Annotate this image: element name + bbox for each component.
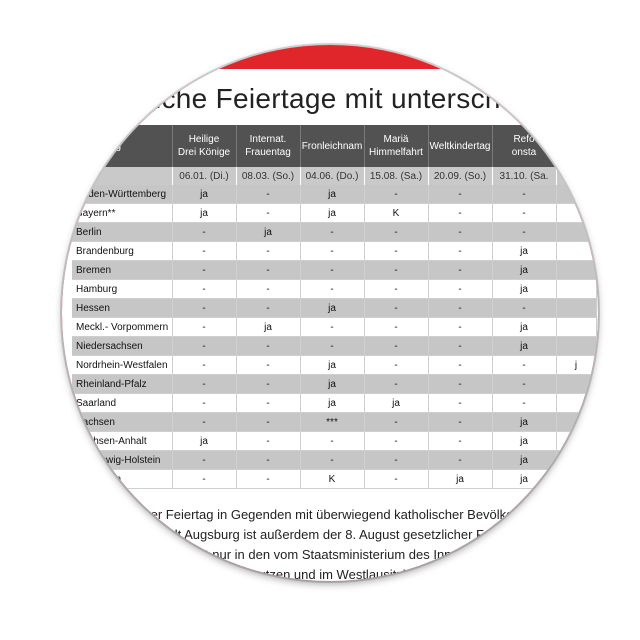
red-header-band (62, 45, 598, 69)
holiday-cell: - (364, 337, 428, 356)
column-header-state: d/Feiertag (72, 125, 172, 167)
holiday-cell: - (428, 223, 492, 242)
footnote: leichnam ist nur in den vom Staatsministerium des Inneren durch (140, 547, 514, 562)
holiday-cell: - (236, 261, 300, 280)
holiday-cell: - (236, 432, 300, 451)
holiday-cell (556, 223, 596, 242)
column-date: 06.01. (Di.) (172, 167, 236, 185)
holiday-cell: - (236, 337, 300, 356)
column-header-holiday: Refo onsta (492, 125, 556, 167)
column-header-holiday: Mariä Himmelfahrt (364, 125, 428, 167)
magnifier-lens (62, 45, 598, 581)
holiday-cell: ja (172, 185, 236, 204)
holiday-cell: - (300, 318, 364, 337)
table-row (72, 204, 596, 223)
state-name: Sachsen (72, 413, 172, 432)
holiday-cell: - (492, 185, 556, 204)
page-title: esetzliche Feiertage mit unterschiedl (80, 83, 546, 114)
holiday-cell: - (300, 451, 364, 470)
holiday-cell: ja (492, 242, 556, 261)
holiday-cell: ja (300, 394, 364, 413)
holiday-cell: - (428, 413, 492, 432)
holiday-cell: - (364, 280, 428, 299)
holiday-cell (556, 299, 596, 318)
holiday-cell: - (236, 185, 300, 204)
holiday-cell: - (172, 299, 236, 318)
column-date: 04.06. (Do.) (300, 167, 364, 185)
holiday-cell: - (428, 394, 492, 413)
footnote: In der Stadt Augsburg ist außerdem der 8. August gesetzlicher Feiertag (Fri (114, 527, 547, 542)
holiday-cell: - (172, 223, 236, 242)
holiday-cell: - (428, 185, 492, 204)
state-name: Thüringen (72, 470, 172, 489)
holiday-cell: - (172, 318, 236, 337)
holiday-cell: - (172, 242, 236, 261)
holiday-cell (556, 413, 596, 432)
holiday-cell: ja (428, 470, 492, 489)
holiday-cell: ja (300, 356, 364, 375)
document-page (62, 45, 598, 581)
holiday-cell: - (428, 356, 492, 375)
holiday-cell: - (172, 451, 236, 470)
holiday-cell: ja (492, 280, 556, 299)
holiday-cell: - (492, 375, 556, 394)
holiday-cell: - (172, 356, 236, 375)
state-name: Sachsen-Anhalt (72, 432, 172, 451)
holiday-cell (556, 432, 596, 451)
holiday-cell: ja (172, 204, 236, 223)
holiday-cell: - (300, 223, 364, 242)
holiday-cell (556, 451, 596, 470)
holiday-cell: - (492, 204, 556, 223)
holiday-cell (556, 261, 596, 280)
state-name: Meckl.- Vorpommern (72, 318, 172, 337)
holiday-cell: ja (492, 451, 556, 470)
state-name: Brandenburg (72, 242, 172, 261)
column-header-holiday (556, 125, 596, 167)
column-header-holiday: Internat. Frauentag (236, 125, 300, 167)
holiday-cell: - (300, 242, 364, 261)
holiday-cell: - (364, 413, 428, 432)
holiday-cell: - (364, 261, 428, 280)
holiday-cell: - (428, 242, 492, 261)
holiday-cell: - (364, 375, 428, 394)
holiday-cell: ja (492, 413, 556, 432)
holiday-cell: - (236, 470, 300, 489)
holiday-cell: - (364, 223, 428, 242)
table-row (72, 242, 596, 261)
state-name: Berlin (72, 223, 172, 242)
holiday-cell: ja (364, 394, 428, 413)
holiday-cell: - (428, 337, 492, 356)
holiday-cell: - (364, 432, 428, 451)
state-name: Niedersachsen (72, 337, 172, 356)
holiday-cell: - (236, 413, 300, 432)
holiday-cell: - (236, 242, 300, 261)
holiday-cell (556, 204, 596, 223)
holiday-cell (556, 242, 596, 261)
holiday-cell: - (428, 299, 492, 318)
holiday-cell: - (428, 261, 492, 280)
column-header-holiday: Heilige Drei Könige (172, 125, 236, 167)
holiday-cell: ja (492, 261, 556, 280)
table-row (72, 318, 596, 337)
holiday-cell: - (492, 394, 556, 413)
table-row (72, 280, 596, 299)
holiday-cell (556, 337, 596, 356)
footnote: - Gesetzlicher Feiertag in Gegenden mit überwiegend katholischer Bevölkerung (82, 507, 540, 522)
holiday-cell: - (172, 280, 236, 299)
holiday-cell: - (172, 413, 236, 432)
holiday-cell (556, 185, 596, 204)
state-name: Saarland (72, 394, 172, 413)
state-name: Nordrhein-Westfalen (72, 356, 172, 375)
holiday-cell: K (300, 470, 364, 489)
holiday-cell: ja (492, 318, 556, 337)
table-row (72, 451, 596, 470)
holiday-cell: K (364, 204, 428, 223)
holiday-cell: ja (236, 223, 300, 242)
state-name: Bayern** (72, 204, 172, 223)
holiday-cell: ja (300, 204, 364, 223)
holiday-cell: - (172, 337, 236, 356)
holiday-cell: - (300, 261, 364, 280)
column-date: 08.03. (So.) (236, 167, 300, 185)
holiday-cell (556, 318, 596, 337)
holiday-cell: - (300, 337, 364, 356)
holiday-cell: ja (300, 299, 364, 318)
holiday-cell: - (172, 470, 236, 489)
holiday-cell: - (236, 394, 300, 413)
holiday-cell: - (236, 280, 300, 299)
holiday-cell: - (236, 375, 300, 394)
holiday-cell: - (236, 451, 300, 470)
column-header-holiday: Weltkindertag (428, 125, 492, 167)
column-date: 15.08. (Sa.) (364, 167, 428, 185)
holiday-cell: - (492, 356, 556, 375)
holiday-cell: - (428, 432, 492, 451)
footnotes (82, 505, 547, 581)
holiday-cell: - (364, 356, 428, 375)
table-row (72, 299, 596, 318)
holiday-cell (556, 375, 596, 394)
holiday-cell: ja (492, 432, 556, 451)
state-name: Hamburg (72, 280, 172, 299)
table-row (72, 413, 596, 432)
holiday-cell: - (364, 185, 428, 204)
column-date (556, 167, 596, 185)
footnote: den im Landkreis Bautzen und im Westlausitzkreis gesetzlich (140, 567, 492, 581)
holiday-cell: - (172, 261, 236, 280)
holiday-cell: - (428, 375, 492, 394)
holiday-cell: - (364, 242, 428, 261)
holiday-cell: ja (492, 337, 556, 356)
holiday-cell: - (364, 470, 428, 489)
table-row (72, 375, 596, 394)
column-header-holiday: Fronleichnam (300, 125, 364, 167)
holiday-cell: - (428, 318, 492, 337)
holiday-cell: - (364, 318, 428, 337)
holiday-cell: ja (300, 185, 364, 204)
state-name: Schleswig-Holstein (72, 451, 172, 470)
column-date (72, 167, 172, 185)
holiday-cell: - (492, 299, 556, 318)
holiday-cell: ja (236, 318, 300, 337)
holiday-cell: - (364, 451, 428, 470)
holiday-cell: ja (300, 375, 364, 394)
state-name: Baden-Württemberg (72, 185, 172, 204)
table-row (72, 356, 596, 375)
holiday-cell: *** (300, 413, 364, 432)
holiday-cell: - (428, 204, 492, 223)
table-row (72, 185, 596, 204)
holiday-cell: - (300, 432, 364, 451)
table-row (72, 223, 596, 242)
holiday-cell: ja (172, 432, 236, 451)
holiday-cell (556, 470, 596, 489)
holiday-cell: - (236, 356, 300, 375)
state-name: Hessen (72, 299, 172, 318)
holiday-cell: j (556, 356, 596, 375)
holiday-cell (556, 394, 596, 413)
holiday-cell: - (236, 299, 300, 318)
holiday-table (72, 125, 597, 489)
holiday-cell: - (428, 451, 492, 470)
table-row (72, 261, 596, 280)
table-row (72, 432, 596, 451)
table-row (72, 470, 596, 489)
column-date: 20.09. (So.) (428, 167, 492, 185)
holiday-cell (556, 280, 596, 299)
table-row (72, 337, 596, 356)
holiday-cell: - (492, 223, 556, 242)
holiday-cell: - (172, 394, 236, 413)
holiday-cell: - (236, 204, 300, 223)
holiday-cell: - (364, 299, 428, 318)
state-name: Rheinland-Pfalz (72, 375, 172, 394)
holiday-cell: - (428, 280, 492, 299)
holiday-cell: - (172, 375, 236, 394)
column-date: 31.10. (Sa. (492, 167, 556, 185)
table-row (72, 394, 596, 413)
holiday-cell: ja (492, 470, 556, 489)
state-name: Bremen (72, 261, 172, 280)
holiday-cell: - (300, 280, 364, 299)
